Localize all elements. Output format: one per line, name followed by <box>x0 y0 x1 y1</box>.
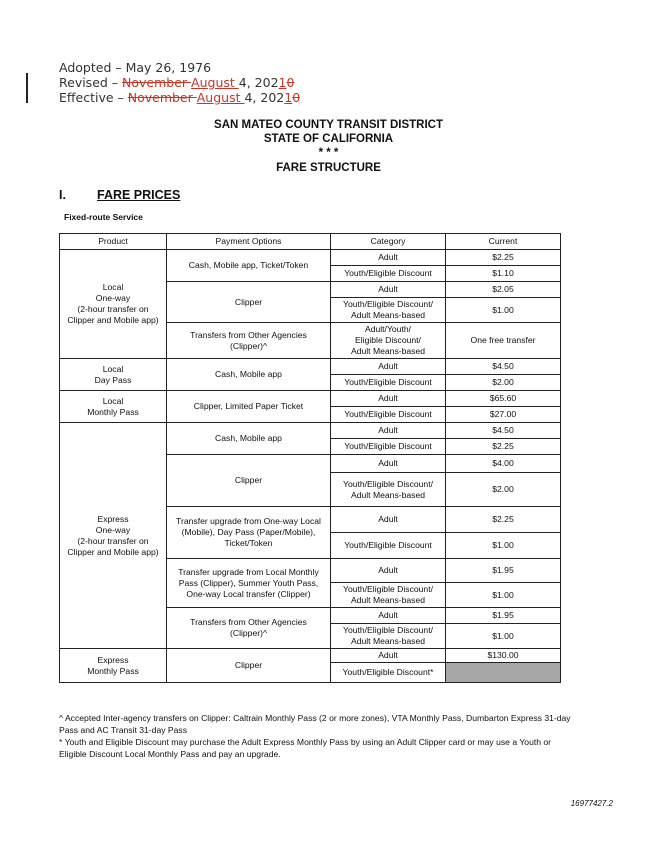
category-cell: Youth/Eligible Discount <box>331 407 446 423</box>
category-cell: Adult <box>331 423 446 439</box>
current-price-cell: $2.25 <box>446 439 561 455</box>
payment-options-cell: Cash, Mobile app, Ticket/Token <box>167 250 331 282</box>
payment-options-cell: Clipper <box>167 649 331 683</box>
table-row <box>60 359 561 375</box>
current-price-cell: $2.00 <box>446 375 561 391</box>
current-price-cell: $2.25 <box>446 507 561 533</box>
header-category: Category <box>331 234 446 250</box>
current-price-cell: $65.60 <box>446 391 561 407</box>
current-price-cell <box>446 663 561 683</box>
category-cell: Youth/Eligible Discount* <box>331 663 446 683</box>
header-current: Current <box>446 234 561 250</box>
table-header-row <box>60 234 561 250</box>
current-price-cell: $2.00 <box>446 473 561 507</box>
current-price-cell: $4.00 <box>446 455 561 473</box>
effective-inserted-month: August <box>196 90 245 105</box>
title-asterisks: * * * <box>318 147 339 159</box>
category-cell: Adult <box>331 391 446 407</box>
table-row <box>60 423 561 439</box>
table-row <box>60 649 561 663</box>
header-payment-options: Payment Options <box>167 234 331 250</box>
payment-options-cell: Clipper <box>167 455 331 507</box>
revised-prefix: Revised – <box>59 75 123 90</box>
effective-prefix: Effective – <box>59 90 128 105</box>
product-cell: Local Monthly Pass <box>60 391 167 423</box>
effective-line <box>59 90 300 105</box>
footnotes <box>59 712 579 760</box>
payment-options-cell: Transfers from Other Agencies (Clipper)^ <box>167 608 331 649</box>
current-price-cell: $1.95 <box>446 608 561 624</box>
current-price-cell: $4.50 <box>446 423 561 439</box>
current-price-cell: $1.00 <box>446 298 561 323</box>
current-price-cell: $2.25 <box>446 250 561 266</box>
category-cell: Youth/Eligible Discount <box>331 439 446 455</box>
revised-year-new: 1 <box>278 75 287 90</box>
revised-year-old: 0 <box>286 75 295 90</box>
effective-deleted-month: November <box>127 90 197 105</box>
payment-options-cell: Transfer upgrade from Local Monthly Pass (Clipper), Summer Youth Pass, One-way Local transfer (Clipper) <box>167 559 331 608</box>
section-heading <box>59 188 180 202</box>
section-number: I. <box>59 188 66 202</box>
category-cell: Youth/Eligible Discount <box>331 266 446 282</box>
revised-deleted-month: November <box>122 75 192 90</box>
header-product: Product <box>60 234 167 250</box>
table-row <box>60 250 561 266</box>
revised-date: 4, 202 <box>238 75 279 90</box>
category-cell: Adult <box>331 455 446 473</box>
payment-options-cell: Cash, Mobile app <box>167 423 331 455</box>
change-bar <box>26 73 28 103</box>
current-price-cell: $27.00 <box>446 407 561 423</box>
payment-options-cell: Cash, Mobile app <box>167 359 331 391</box>
category-cell: Adult <box>331 559 446 583</box>
revised-inserted-month: August <box>191 75 239 90</box>
current-price-cell: $1.00 <box>446 533 561 559</box>
footnote-interagency: ^ Accepted Inter-agency transfers on Clipper: Caltrain Monthly Pass (2 or more zones), VTA Monthly Pass, Dumbarton Express 31-day Pass and AC Transit 31-day Pass <box>59 713 571 735</box>
subsection-title: Fixed-route Service <box>64 212 143 222</box>
category-cell: Adult <box>331 608 446 624</box>
category-cell: Adult <box>331 250 446 266</box>
product-cell: Local Day Pass <box>60 359 167 391</box>
table-row <box>60 391 561 407</box>
document-number: 16977427.2 <box>570 799 613 808</box>
current-price-cell: $130.00 <box>446 649 561 663</box>
category-cell: Youth/Eligible Discount/ Adult Means-based <box>331 298 446 323</box>
payment-options-cell: Clipper <box>167 282 331 323</box>
category-cell: Adult <box>331 507 446 533</box>
category-cell: Adult <box>331 649 446 663</box>
fare-table <box>59 233 561 683</box>
current-price-cell: $1.95 <box>446 559 561 583</box>
current-price-cell: $1.10 <box>446 266 561 282</box>
current-price-cell: $2.05 <box>446 282 561 298</box>
title-state: STATE OF CALIFORNIA <box>263 133 394 145</box>
category-cell: Youth/Eligible Discount/ Adult Means-based <box>331 583 446 608</box>
effective-year-new: 1 <box>284 90 293 105</box>
category-cell: Youth/Eligible Discount <box>331 375 446 391</box>
current-price-cell: $1.00 <box>446 583 561 608</box>
effective-date: 4, 202 <box>244 90 285 105</box>
category-cell: Adult/Youth/ Eligible Discount/ Adult Means-based <box>331 323 446 359</box>
category-cell: Youth/Eligible Discount <box>331 533 446 559</box>
current-price-cell: One free transfer <box>446 323 561 359</box>
payment-options-cell: Clipper, Limited Paper Ticket <box>167 391 331 423</box>
category-cell: Adult <box>331 359 446 375</box>
title-fare-structure: FARE STRUCTURE <box>276 162 381 174</box>
adopted-line: Adopted – May 26, 1976 <box>59 60 212 75</box>
product-cell: Express One-way (2-hour transfer on Clipper and Mobile app) <box>60 423 167 649</box>
category-cell: Adult <box>331 282 446 298</box>
current-price-cell: $1.00 <box>446 624 561 649</box>
product-cell: Local One-way (2-hour transfer on Clipper and Mobile app) <box>60 250 167 359</box>
section-label: FARE PRICES <box>97 188 181 202</box>
revised-line <box>59 75 294 90</box>
current-price-cell: $4.50 <box>446 359 561 375</box>
payment-options-cell: Transfers from Other Agencies (Clipper)^ <box>167 323 331 359</box>
category-cell: Youth/Eligible Discount/ Adult Means-based <box>331 473 446 507</box>
category-cell: Youth/Eligible Discount/ Adult Means-based <box>331 624 446 649</box>
payment-options-cell: Transfer upgrade from One-way Local (Mobile), Day Pass (Paper/Mobile), Ticket/Token <box>167 507 331 559</box>
footnote-youth-discount: * Youth and Eligible Discount may purchase the Adult Express Monthly Pass by using an Adult Clipper card or may use a Youth or Eligible Discount Local Monthly Pass and pay an upgrade. <box>59 737 552 759</box>
product-cell: Express Monthly Pass <box>60 649 167 683</box>
effective-year-old: 0 <box>292 90 301 105</box>
title-district: SAN MATEO COUNTY TRANSIT DISTRICT <box>214 119 443 131</box>
